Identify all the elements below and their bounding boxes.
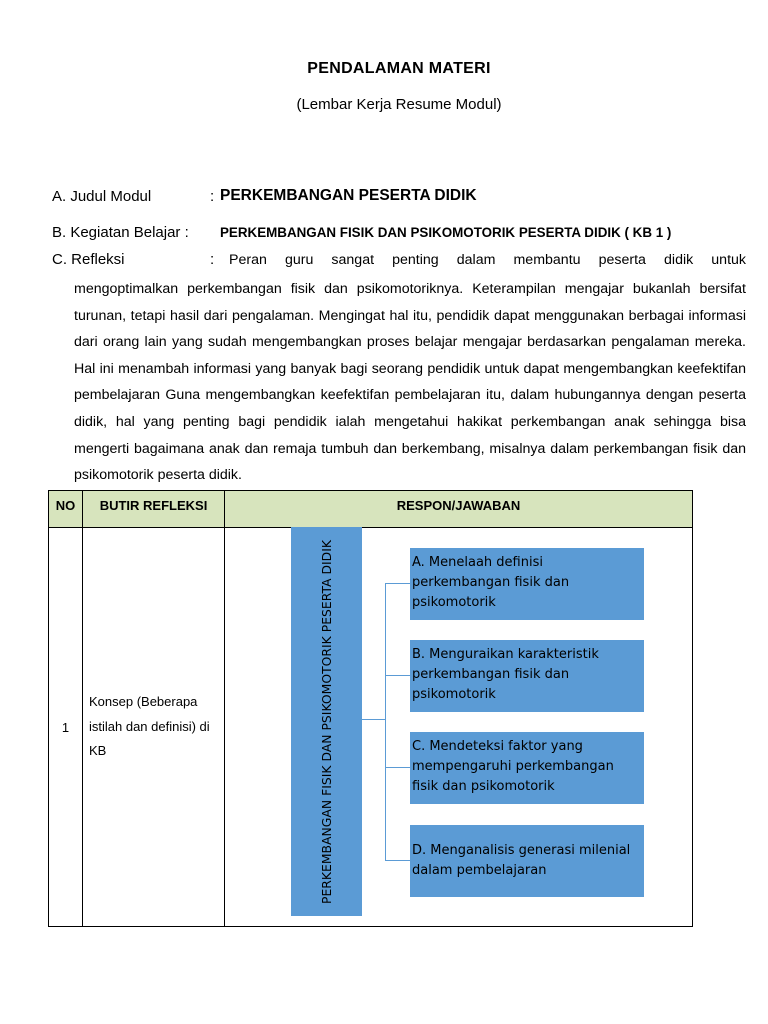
diagram-box-d: D. Menganalisis generasi milenial dalam pembelajaran: [410, 825, 644, 897]
header-butir-refleksi: BUTIR REFLEKSI: [83, 491, 225, 528]
diagram-box-c: C. Mendeteksi faktor yang mempengaruhi perkembangan fisik dan psikomotorik: [410, 732, 644, 804]
connector-c: [385, 767, 410, 768]
connector-b: [385, 675, 410, 676]
refleksi-paragraph: mengoptimalkan perkembangan fisik dan psikomotoriknya. Keterampilan mengajar bukanlah bersifat turunan, tetapi hasil dari pengalaman. Mengingat hal itu, pendidik dapat menggunakan berbagai informasi dari orang lain yang sudah mengembangkan proses belajar mengajar berdasarkan pengalaman mereka. Hal ini menambah informasi yang banyak bagi seorang pendidik untuk dapat mengembangkan keefektifan pembelajaran Guna mengembangkan keefektifan pembelajaran itu, dalam hubungannya dengan peserta didik, hal yang penting bagi pendidik ialah mengetahui hakikat perkembangan anak sehingga bisa mengerti bagaimana anak dan remaja tumbuh dan berkembang, misalnya dalam perkembangan fisik dan psikomotorik peserta didik.: [74, 281, 746, 484]
table-header-row: [49, 491, 693, 528]
connector-a: [385, 583, 410, 584]
connector-vertical: [385, 583, 386, 861]
diagram-main-title: PERKEMBANGAN FISIK DAN PSIKOMOTORIK PESERTA DIDIK: [318, 539, 334, 904]
diagram-box-a: A. Menelaah definisi perkembangan fisik dan psikomotorik: [410, 548, 644, 620]
judul-separator: :: [210, 188, 215, 205]
diagram-box-b: B. Menguraikan karakteristik perkembangan fisik dan psikomotorik: [410, 640, 644, 712]
page-title: PENDALAMAN MATERI: [307, 60, 491, 77]
refleksi-separator: :: [210, 251, 215, 268]
row-butir: Konsep (Beberapa istilah dan definisi) di KB: [83, 528, 225, 927]
kegiatan-label: B. Kegiatan Belajar :: [52, 224, 189, 241]
judul-label: A. Judul Modul: [52, 188, 152, 205]
page-subtitle: (Lembar Kerja Resume Modul): [296, 96, 502, 113]
judul-value: PERKEMBANGAN PESERTA DIDIK: [220, 187, 477, 204]
connector-d: [385, 860, 410, 861]
connector-main: [362, 719, 386, 720]
header-no: NO: [49, 491, 83, 528]
kegiatan-value: PERKEMBANGAN FISIK DAN PSIKOMOTORIK PESERTA DIDIK ( KB 1 ): [220, 225, 672, 240]
row-number: 1: [49, 528, 83, 927]
header-respon-jawaban: RESPON/JAWABAN: [225, 491, 693, 528]
refleksi-first-line: Peran guru sangat penting dalam membantu peserta didik untuk: [229, 252, 746, 268]
diagram-main-box: [291, 527, 362, 916]
refleksi-label: C. Refleksi: [52, 251, 125, 268]
